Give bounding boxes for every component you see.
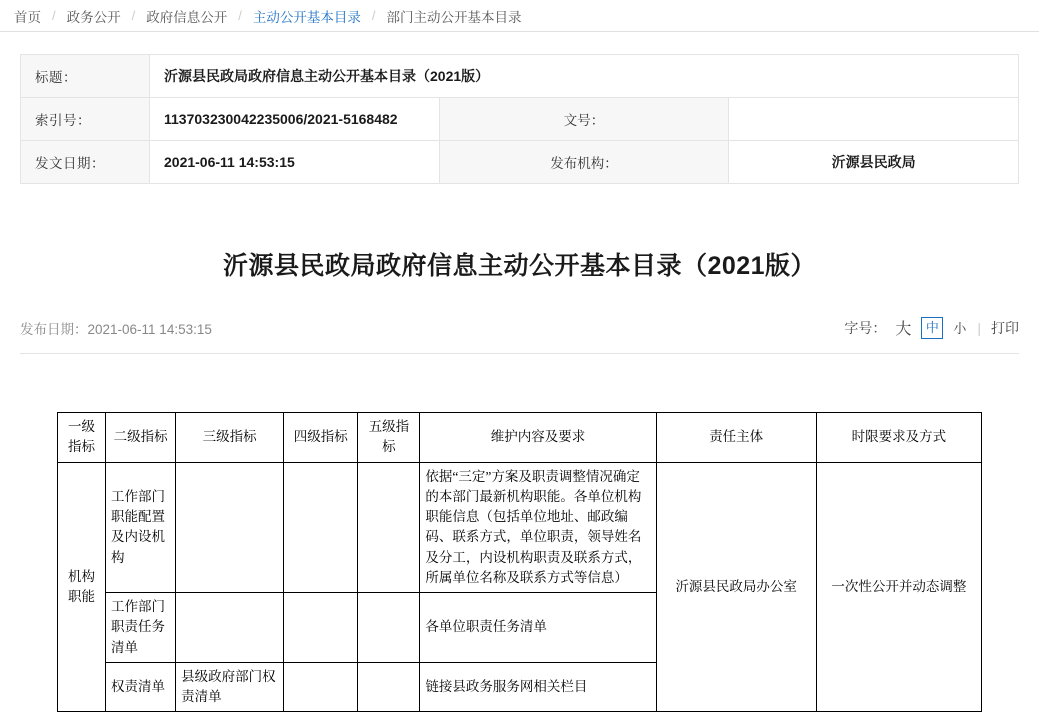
cell-level3: 县级政府部门权责清单 <box>176 662 284 712</box>
meta-value-org: 沂源县民政局 <box>729 141 1019 184</box>
print-button[interactable]: 打印 <box>991 319 1019 336</box>
cell-content: 链接县政务服务网相关栏目 <box>420 662 656 712</box>
cell-level4 <box>284 662 358 712</box>
publish-date-value: 2021-06-11 14:53:15 <box>87 321 212 337</box>
cell-level4 <box>284 593 358 663</box>
cell-level3 <box>176 593 284 663</box>
cell-level1: 机构职能 <box>58 462 106 712</box>
cell-content: 各单位职责任务清单 <box>420 593 656 663</box>
cell-level2: 权责清单 <box>106 662 176 712</box>
column-header-deadline: 时限要求及方式 <box>816 413 981 463</box>
breadcrumb-separator: / <box>371 8 376 23</box>
article-toolbar <box>20 316 1019 354</box>
meta-label-date: 发文日期： <box>21 141 150 184</box>
column-header-level1: 一级指标 <box>58 413 106 463</box>
toolbar-divider: | <box>977 319 981 336</box>
cell-deadline: 一次性公开并动态调整 <box>816 462 981 712</box>
meta-value-docnum <box>729 98 1019 141</box>
cell-level2: 工作部门职能配置及内设机构 <box>106 462 176 593</box>
breadcrumb-separator: / <box>238 8 242 23</box>
breadcrumb-separator: / <box>52 8 56 23</box>
cell-level5 <box>358 593 420 663</box>
document-content <box>0 354 1039 712</box>
metadata-section <box>0 32 1039 184</box>
meta-value-title: 沂源县民政局政府信息主动公开基本目录（2021版） <box>150 55 1019 98</box>
cell-level3 <box>176 462 284 593</box>
breadcrumb-item-proactive-catalog[interactable]: 主动公开基本目录 <box>252 9 361 25</box>
table-row <box>58 462 982 593</box>
cell-level4 <box>284 462 358 593</box>
cell-level2: 工作部门职责任务清单 <box>106 593 176 663</box>
column-header-level2: 二级指标 <box>106 413 176 463</box>
font-size-medium-button[interactable]: 中 <box>921 317 943 339</box>
cell-owner: 沂源县民政局办公室 <box>656 462 816 712</box>
meta-label-index: 索引号： <box>21 98 150 141</box>
table-row <box>21 98 1019 141</box>
meta-label-title: 标题： <box>21 55 150 98</box>
font-size-large-button[interactable]: 大 <box>895 321 912 338</box>
meta-value-date: 2021-06-11 14:53:15 <box>150 141 440 184</box>
metadata-table <box>20 54 1019 184</box>
breadcrumb-item-government-affairs[interactable]: 政务公开 <box>66 9 121 25</box>
meta-label-org: 发布机构： <box>439 141 729 184</box>
breadcrumb-separator: / <box>131 8 136 23</box>
cell-level5 <box>358 462 420 593</box>
table-row <box>21 141 1019 184</box>
breadcrumb-item-information-disclosure[interactable]: 政府信息公开 <box>146 9 228 25</box>
column-header-content: 维护内容及要求 <box>420 413 656 463</box>
cell-content: 依据“三定”方案及职责调整情况确定的本部门最新机构职能。各单位机构职能信息（包括单位地址、邮政编码、联系方式，单位职责，领导姓名及分工，内设机构职责及联系方式，所属单位名称及联系方式等信息） <box>420 462 656 593</box>
catalog-table <box>57 412 982 712</box>
publish-date-prefix: 发布日期： <box>20 321 88 337</box>
column-header-level4: 四级指标 <box>284 413 358 463</box>
column-header-level5: 五级指标 <box>358 413 420 463</box>
column-header-owner: 责任主体 <box>656 413 816 463</box>
font-size-small-button[interactable]: 小 <box>953 321 967 336</box>
table-row <box>21 55 1019 98</box>
table-header-row <box>58 413 982 463</box>
breadcrumb <box>0 0 1039 32</box>
breadcrumb-item-department-proactive-catalog[interactable]: 部门主动公开基本目录 <box>386 9 522 25</box>
breadcrumb-item-home[interactable]: 首页 <box>14 9 41 25</box>
publish-date <box>20 318 212 338</box>
font-size-label: 字号： <box>844 319 887 336</box>
cell-level5 <box>358 662 420 712</box>
font-size-tools <box>844 316 1019 339</box>
meta-value-index: 113703230042235006/2021-5168482 <box>150 98 440 141</box>
column-header-level3: 三级指标 <box>176 413 284 463</box>
page-title: 沂源县民政局政府信息主动公开基本目录（2021版） <box>222 252 817 280</box>
meta-label-docnum: 文号： <box>439 98 729 141</box>
